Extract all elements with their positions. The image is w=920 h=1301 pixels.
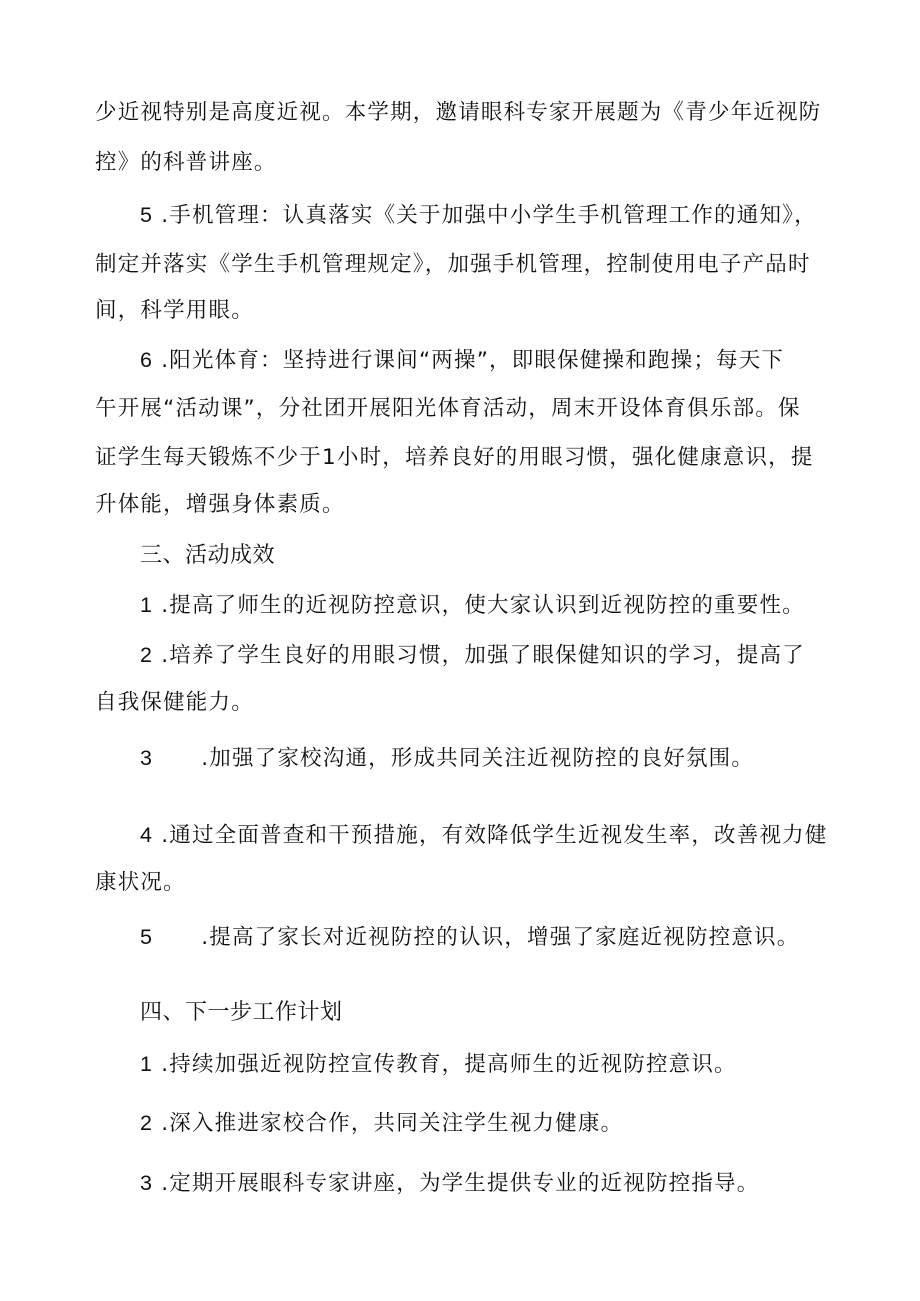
list-item bbox=[140, 345, 784, 376]
line-text: .培养了学生良好的用眼习惯，加强了眼保健知识的学习，提高了 bbox=[161, 643, 805, 668]
list-number: 2 bbox=[140, 1111, 154, 1135]
line-text: 少近视特别是高度近视。本学期，邀请眼科专家开展题为《青少年近视防 bbox=[95, 100, 822, 125]
list-number: 5 bbox=[140, 203, 154, 227]
line-text: 自我保健能力。 bbox=[95, 690, 254, 715]
section-heading bbox=[140, 540, 275, 570]
heading-text: 三、活动成效 bbox=[140, 542, 276, 567]
list-number: 1 bbox=[140, 1052, 154, 1076]
list-item bbox=[140, 1049, 737, 1080]
line-text: 康状况。 bbox=[95, 870, 186, 895]
section-heading bbox=[140, 997, 343, 1027]
line-text: 午开展“活动课”，分社团开展阳光体育活动，周末开设体育俱乐部。保 bbox=[95, 396, 801, 421]
list-item bbox=[140, 922, 799, 953]
line-text: .定期开展眼科专家讲座，为学生提供专业的近视防控指导。 bbox=[161, 1171, 760, 1196]
paragraph-line bbox=[95, 296, 254, 326]
paragraph-line bbox=[95, 868, 186, 898]
list-item bbox=[140, 820, 828, 851]
line-text: .深入推进家校合作，共同关注学生视力健康。 bbox=[161, 1111, 624, 1136]
line-text: .手机管理：认真落实《关于加强中小学生手机管理工作的通知》， bbox=[161, 203, 817, 228]
paragraph-line bbox=[95, 443, 814, 473]
line-text: .提高了家长对近视防控的认识，增强了家庭近视防控意识。 bbox=[201, 925, 800, 950]
list-number: 4 bbox=[140, 823, 154, 847]
line-text: 制定并落实《学生手机管理规定》，加强手机管理，控制使用电子产品时 bbox=[95, 252, 811, 277]
paragraph-line bbox=[95, 250, 811, 280]
list-number: 2 bbox=[140, 643, 154, 667]
line-text: .通过全面普查和干预措施，有效降低学生近视发生率，改善视力健 bbox=[161, 823, 828, 848]
list-item bbox=[140, 743, 754, 774]
line-text: .加强了家校沟通，形成共同关注近视防控的良好氛围。 bbox=[201, 746, 755, 771]
line-text: .阳光体育：坚持进行课间“两操”，即眼保健操和跑操；每天下 bbox=[161, 348, 785, 373]
list-item bbox=[140, 1108, 623, 1139]
heading-text: 四、下一步工作计划 bbox=[140, 999, 343, 1024]
list-number: 5 bbox=[140, 925, 154, 949]
line-text: .持续加强近视防控宣传教育，提高师生的近视防控意识。 bbox=[161, 1052, 737, 1077]
list-item bbox=[140, 640, 805, 671]
paragraph-line bbox=[95, 98, 821, 128]
list-number: 3 bbox=[140, 1171, 154, 1195]
list-item bbox=[140, 590, 805, 621]
paragraph-line bbox=[95, 490, 345, 520]
paragraph-line bbox=[95, 148, 277, 178]
list-item bbox=[140, 200, 817, 231]
line-text: 升体能，增强身体素质。 bbox=[95, 492, 345, 517]
list-item bbox=[140, 1168, 759, 1199]
paragraph-line bbox=[95, 688, 254, 718]
line-text: .提高了师生的近视防控意识，使大家认识到近视防控的重要性。 bbox=[161, 593, 805, 618]
paragraph-line bbox=[95, 394, 801, 424]
line-text: 间，科学用眼。 bbox=[95, 298, 254, 323]
list-number: 6 bbox=[140, 348, 154, 372]
line-text: 证学生每天锻炼不少于1小时，培养良好的用眼习惯，强化健康意识，提 bbox=[95, 445, 814, 470]
list-number: 1 bbox=[140, 593, 154, 617]
line-text: 控》的科普讲座。 bbox=[95, 150, 277, 175]
list-number: 3 bbox=[140, 746, 154, 770]
